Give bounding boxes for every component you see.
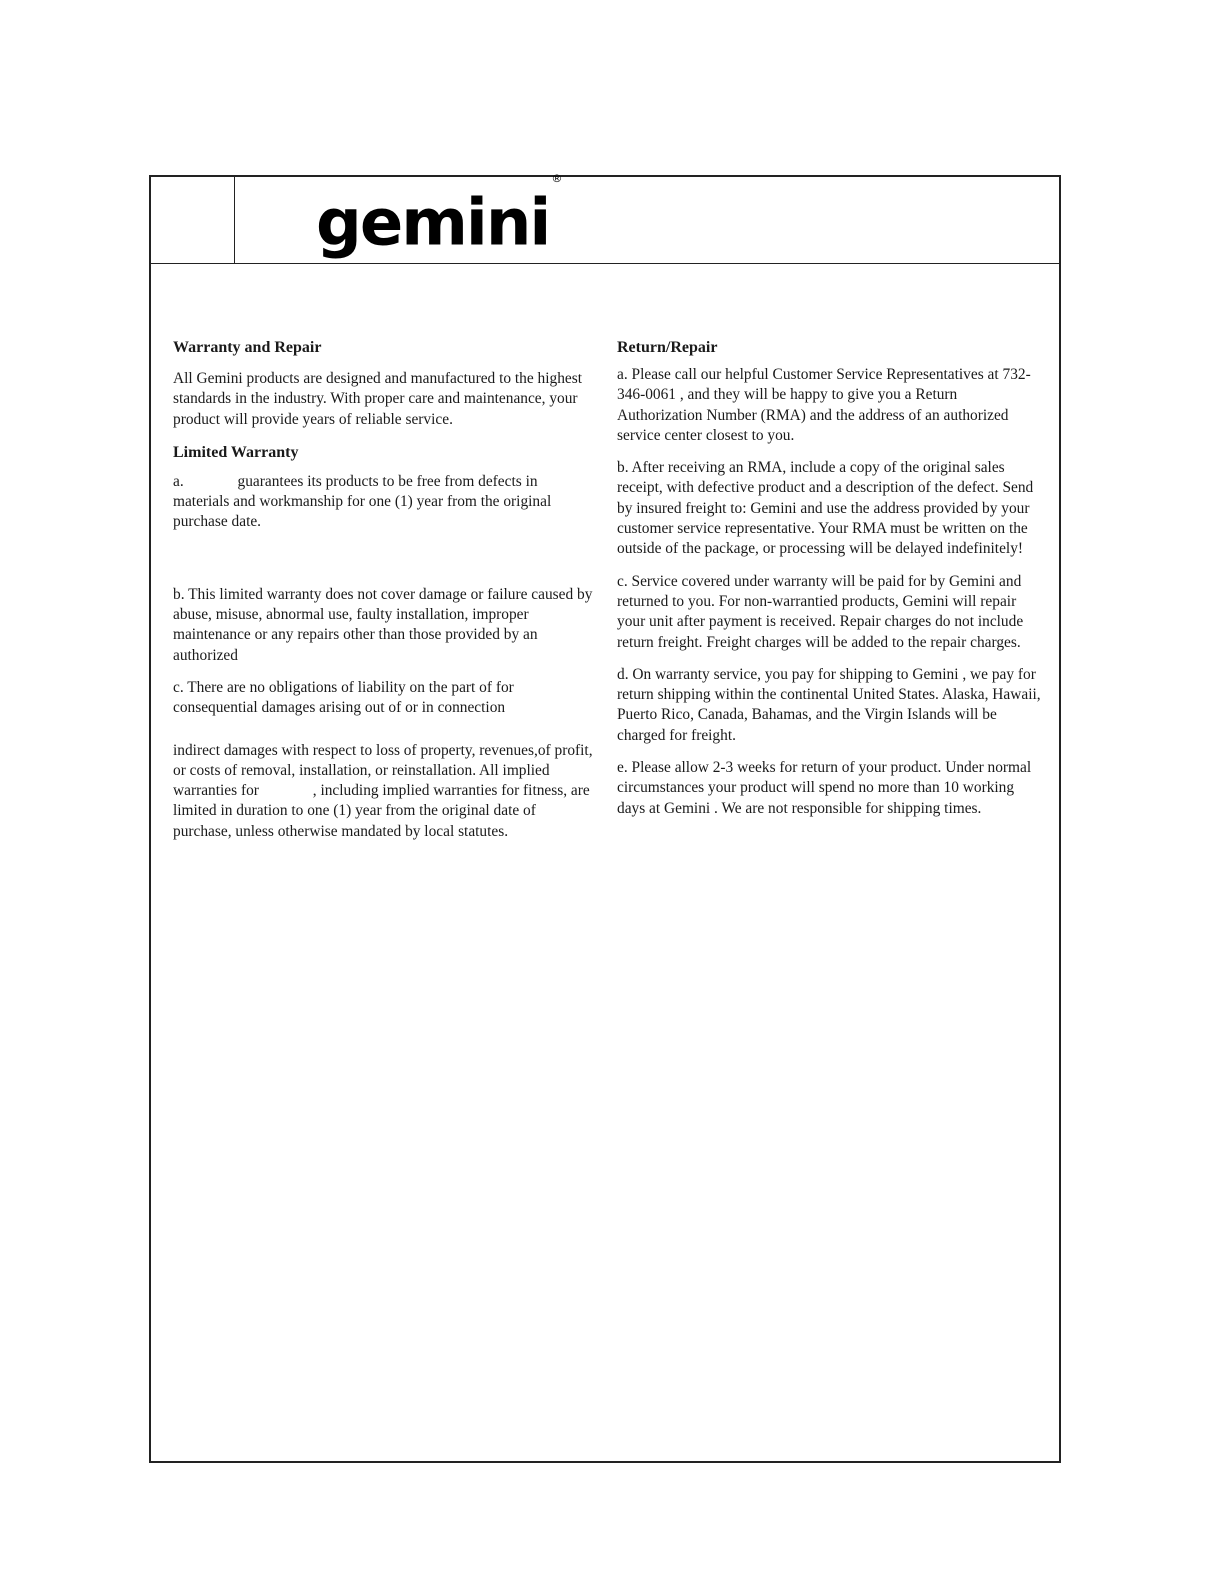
limited-warranty-heading: Limited Warranty [173, 443, 299, 461]
registered-mark: ® [551, 172, 561, 185]
return-para-d: d. On warranty service, you pay for shipping to Gemini , we pay for return shipping within the continental United States. Alaska, Hawaii, Puerto Rico, Canada, Bahamas, and the Virgin Islands will be charged for freight. [617, 665, 1041, 744]
return-repair-heading: Return/Repair [617, 339, 718, 356]
warranty-para-c: c. There are no obligations of liability on the part of for consequential damages arising out of or in connection [173, 678, 514, 717]
warranty-heading: Warranty and Repair [173, 339, 322, 356]
warranty-para-c-continued: indirect damages with respect to loss of property, revenues,of profit, or costs of removal, installation, or reinstallation. All implied warranties for , including implied warranties for fitness, are limited in duration to one (1) year from the original date of purchase, unless otherwise mandated by local statutes. [173, 741, 597, 840]
return-para-a: a. Please call our helpful Customer Service Representatives at 732-346-0061 , and they will be happy to give you a Return Authorization Number (RMA) and the address of an authorized service center closest to you. [617, 366, 1031, 444]
logo-text: gemini [316, 186, 550, 261]
page-frame [149, 172, 1061, 1463]
return-para-c: c. Service covered under warranty will be paid for by Gemini and returned to you. For non-warrantied products, Gemini will repair your unit after payment is received. Repair charges do not include return freight. Freight charges will be added to the repair charges. [617, 572, 1024, 651]
gemini-logo [316, 172, 561, 261]
warranty-para-a: a. guarantees its products to be free from defects in materials and workmanship for one (1) year from the original purchase date. [173, 472, 556, 531]
return-para-e: e. Please allow 2-3 weeks for return of your product. Under normal circumstances your product will spend no more than 10 working days at Gemini . We are not responsible for shipping times. [617, 759, 1032, 817]
header-corner-cell [151, 177, 235, 263]
warranty-para-b: b. This limited warranty does not cover damage or failure caused by abuse, misuse, abnormal use, faulty installation, improper maintenance or any repairs other than those provided by an authorized [173, 585, 593, 664]
header-band [151, 172, 1059, 264]
return-para-b: b. After receiving an RMA, include a copy of the original sales receipt, with defective product and a description of the defect. Send by insured freight to: Gemini and use the address provided by your customer service representative. Your RMA must be written on the outside of the package, or processing will be delayed indefinitely! [617, 459, 1034, 558]
warranty-column [173, 337, 597, 854]
return-repair-column [617, 337, 1042, 831]
warranty-intro: All Gemini products are designed and manufactured to the highest standards in the industry. With proper care and maintenance, your product will provide years of reliable service. [173, 370, 583, 428]
